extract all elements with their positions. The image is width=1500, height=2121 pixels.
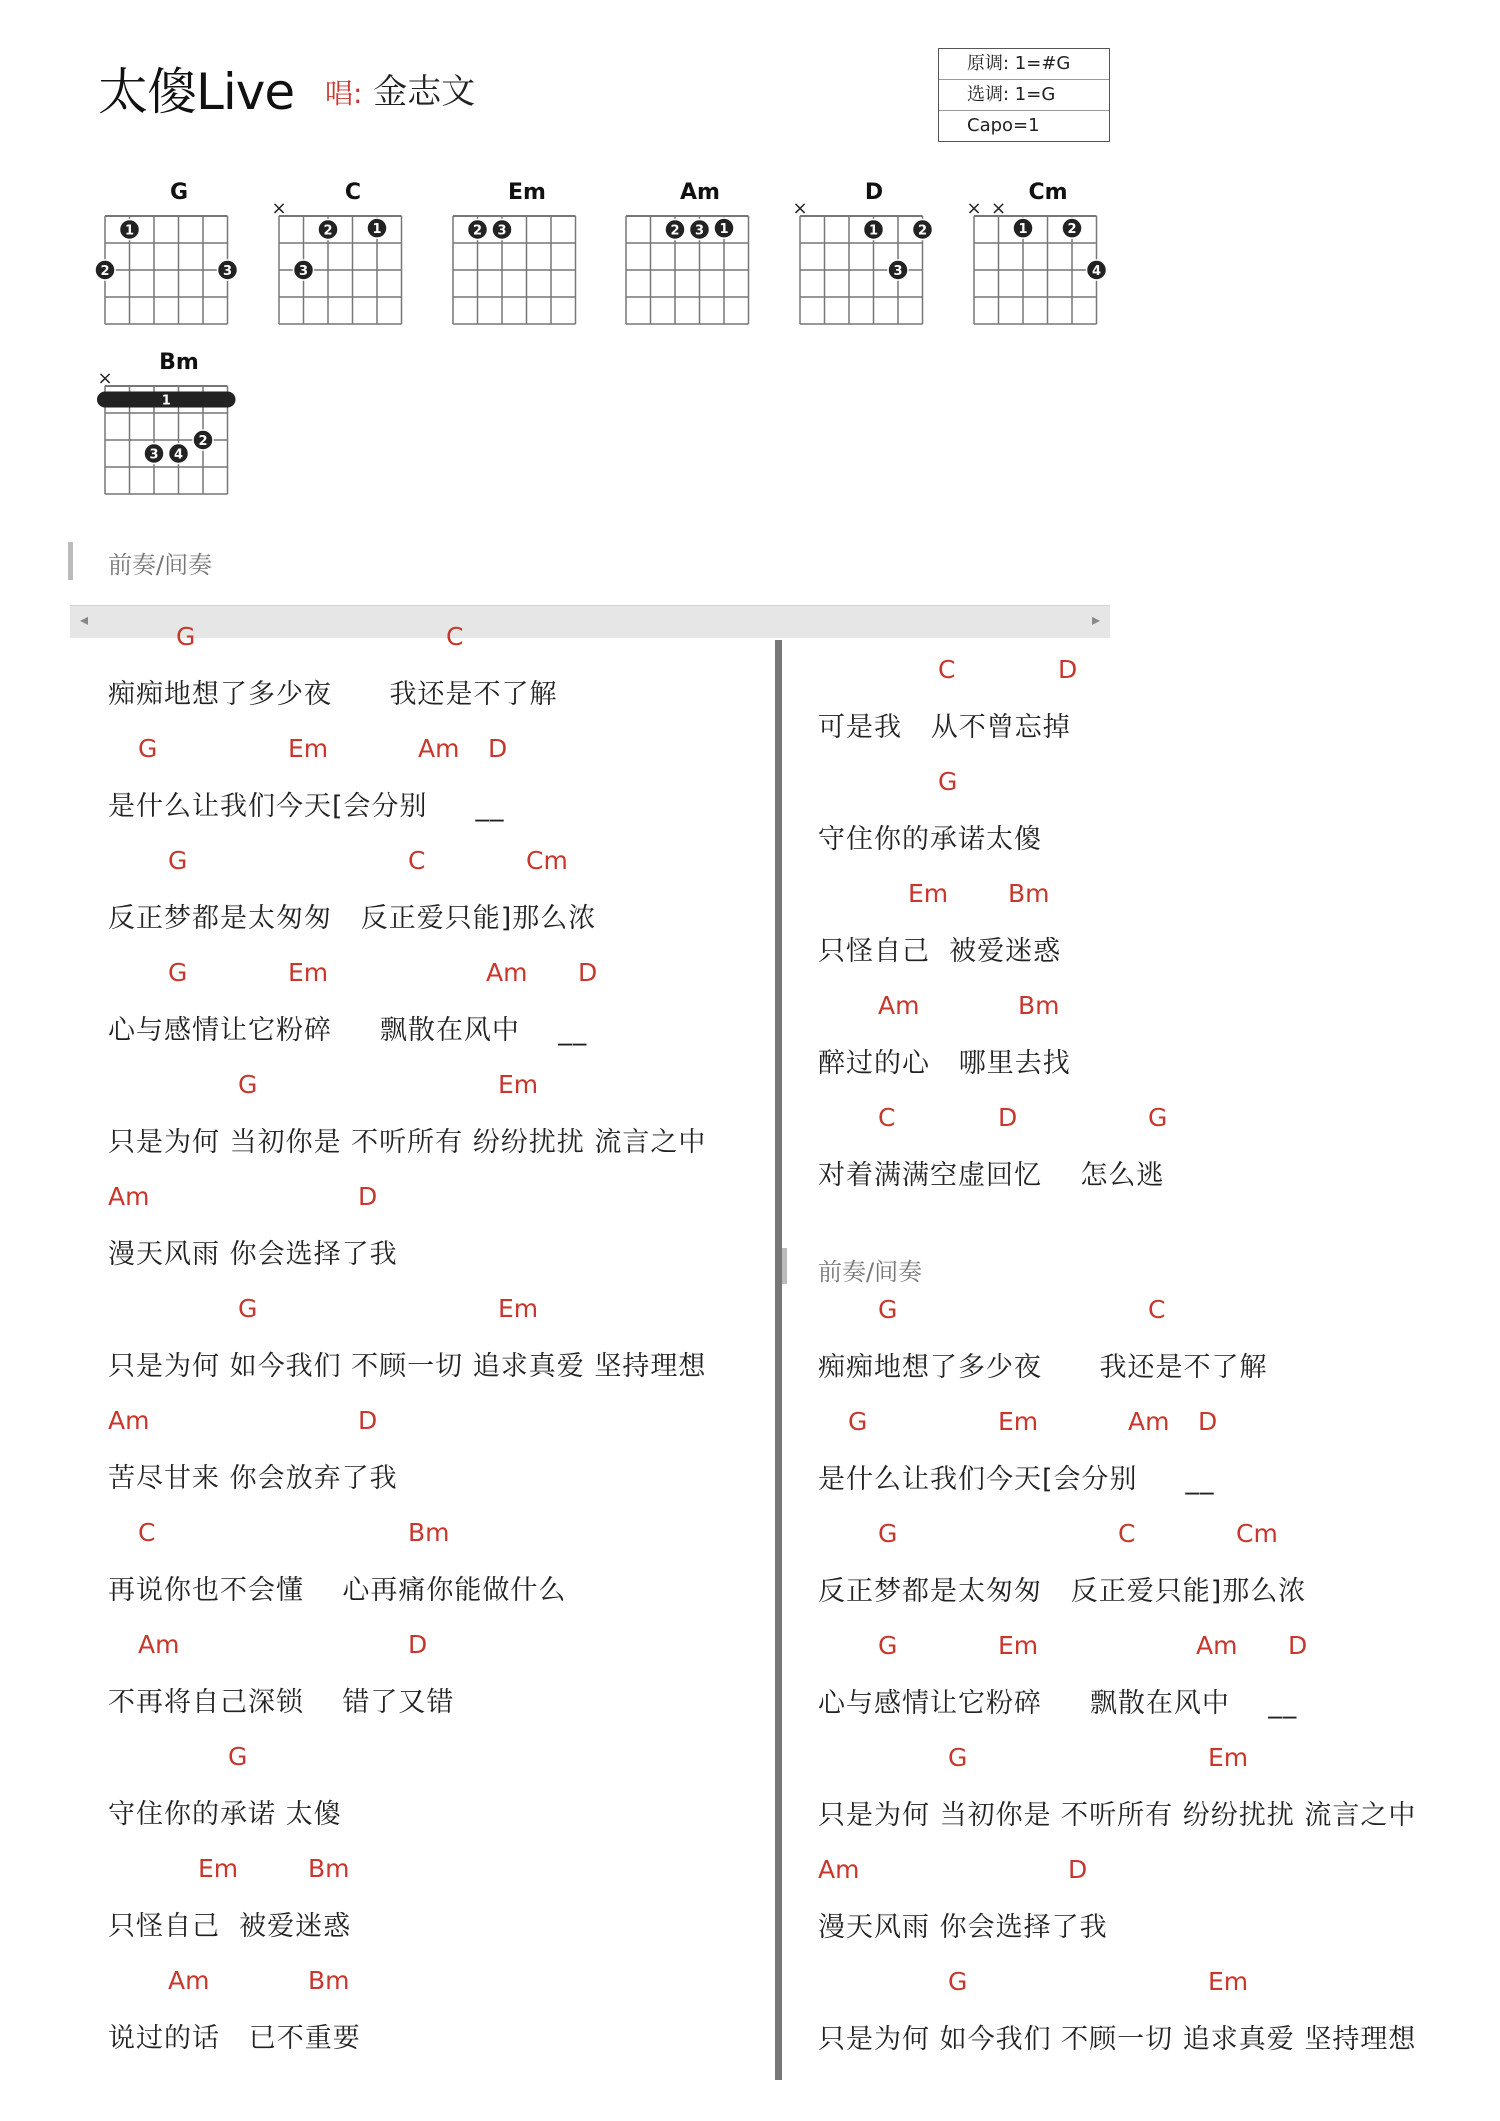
chord-name: D [864,180,884,205]
finger-number: 2 [472,223,483,239]
chord-row [818,1407,1500,1447]
chord-row [818,1743,1500,1783]
chord-row [818,879,1500,919]
chord-symbol: G [878,1295,898,1324]
chord-row [108,1070,808,1110]
mute-mark: × [271,202,287,219]
chord-row [108,734,808,774]
chord-symbol: Cm [1236,1519,1278,1548]
chord-symbol: G [878,1519,898,1548]
finger-number: 2 [670,223,680,239]
chord-diagram-d [780,180,955,360]
chord-symbol: G [238,1294,258,1323]
lyric-text: 反正梦都是太匆匆 反正爱只能]那么浓 [108,903,597,934]
section-intro-label-2: 前奏/间奏 [818,1258,923,1286]
chord-symbol: Em [498,1070,539,1099]
lyric-line [818,1743,1500,1855]
chord-row [818,1855,1500,1895]
lyric-line [818,1519,1500,1631]
chord-symbol: Am [108,1406,150,1435]
chord-symbol: Bm [308,1854,350,1883]
chord-symbol: Am [138,1630,180,1659]
lyric-line [108,1966,808,2078]
fretboard-grid [259,202,429,342]
lyric-line [818,767,1500,879]
lyric-line [108,1518,808,1630]
chord-symbol: G [938,767,958,796]
chord-diagram-c [259,180,434,360]
chord-symbol: D [358,1182,378,1211]
section-marker [68,542,73,580]
chord-symbol: Em [1208,1967,1249,1996]
fretboard-grid [954,202,1124,342]
finger-number: 1 [868,223,879,239]
lyric-text: 可是我 从不曾忘掉 [818,712,1071,743]
finger-number: 2 [323,223,333,239]
mute-mark: × [792,202,808,219]
lyric-text: 只是为何 如今我们 不顾一切 追求真爱 坚持理想 [818,2024,1417,2055]
chord-symbol: Em [198,1854,239,1883]
lyric-line [818,1967,1500,2079]
lyric-line [108,734,808,846]
finger-number: 2 [198,434,208,449]
key-info-box [938,48,1110,142]
finger-number: 1 [1018,222,1028,238]
chord-row [818,1631,1500,1671]
chord-symbol: Am [878,991,920,1020]
finger-number: 3 [298,264,309,279]
chord-name: Am [680,180,720,205]
chord-symbol: G [238,1070,258,1099]
chord-symbol: C [1118,1519,1136,1548]
chord-symbol: D [488,734,508,763]
chord-name: Cm [1028,180,1068,205]
chord-name: Em [508,180,546,205]
chord-symbol: D [1068,1855,1088,1884]
chord-symbol: G [176,622,196,651]
scroll-left-icon[interactable]: ◂ [80,610,89,629]
lyric-line [108,1070,808,1182]
lyric-text: 漫天风雨 你会选择了我 [108,1239,398,1270]
chord-symbol: Bm [408,1518,450,1547]
chord-name: G [169,180,189,205]
chord-symbol: Am [1196,1631,1238,1660]
chord-symbol: C [408,846,426,875]
finger-number: 4 [173,447,184,463]
section-marker-2 [782,1248,787,1284]
chord-symbol: C [938,655,956,684]
chord-symbol: Em [1208,1743,1249,1772]
chord-row [108,958,808,998]
chord-row [108,1854,808,1894]
lyric-line [108,1406,808,1518]
lyric-text: 苦尽甘来 你会放弃了我 [108,1463,398,1494]
fretboard-grid [433,202,603,342]
lyric-text: 只怪自己 被爱迷惑 [108,1911,352,1942]
finger-number: 3 [222,264,233,279]
lyric-text: 只是为何 如今我们 不顾一切 追求真爱 坚持理想 [108,1351,707,1382]
chord-symbol: D [408,1630,428,1659]
chord-symbol: D [358,1406,378,1435]
chord-diagram-bm [85,350,260,530]
chord-row [108,622,808,662]
lyric-text: 守住你的承诺 太傻 [108,1799,342,1830]
chord-symbol: Am [818,1855,860,1884]
chord-symbol: Em [908,879,949,908]
lyric-text: 漫天风雨 你会选择了我 [818,1912,1108,1943]
chord-symbol: Em [288,958,329,987]
finger-number: 3 [694,223,705,239]
lyric-line [818,1103,1500,1215]
chord-symbol: Am [168,1966,210,1995]
chord-row [818,1519,1500,1559]
chord-symbol: D [1058,655,1078,684]
finger-number: 4 [1091,264,1102,279]
chord-row [818,1103,1500,1143]
lyric-text: 是什么让我们今天[会分别 __ [818,1464,1215,1495]
chord-symbol: D [1288,1631,1308,1660]
lyric-line [108,1742,808,1854]
lyric-text: 对着满满空虚回忆 怎么逃 [818,1160,1165,1191]
chord-row [818,991,1500,1031]
lyric-text: 反正梦都是太匆匆 反正爱只能]那么浓 [818,1576,1307,1607]
singer [325,64,475,113]
lyric-text: 醉过的心 哪里去找 [818,1048,1071,1079]
lyric-text: 心与感情让它粉碎 飘散在风中 __ [108,1015,588,1046]
lyric-text: 守住你的承诺太傻 [818,824,1042,855]
singer-name: 金志文 [373,72,476,112]
chord-symbol: Em [498,1294,539,1323]
chord-symbol: G [168,846,188,875]
chord-symbol: G [848,1407,868,1436]
singer-label: 唱: [325,77,363,110]
lyric-text: 说过的话 已不重要 [108,2023,361,2054]
lyric-text: 心与感情让它粉碎 飘散在风中 __ [818,1688,1298,1719]
chord-row [818,1967,1500,2007]
chord-symbol: Bm [1008,879,1050,908]
chord-symbol: D [998,1103,1018,1132]
chord-name: C [344,180,362,205]
lyric-text: 再说你也不会懂 心再痛你能做什么 [108,1575,567,1606]
chord-symbol: Am [418,734,460,763]
chord-row [108,846,808,886]
chord-symbol: Am [486,958,528,987]
lyric-text: 只怪自己 被爱迷惑 [818,936,1062,967]
chord-row [818,655,1500,695]
lyric-text: 只是为何 当初你是 不听所有 纷纷扰扰 流言之中 [818,1800,1417,1831]
chord-row [818,767,1500,807]
lyric-line [818,991,1500,1103]
chord-symbol: C [446,622,464,651]
chord-symbol: C [1148,1295,1166,1324]
original-key: 原调: 1=#G [939,49,1109,80]
fretboard-grid [780,202,950,342]
lyric-text: 是什么让我们今天[会分别 __ [108,791,505,822]
lyric-line [818,879,1500,991]
lyric-line [108,1294,808,1406]
mute-mark: × [966,202,982,219]
chord-symbol: G [878,1631,898,1660]
lyric-text: 痴痴地想了多少夜 我还是不了解 [108,679,558,710]
chord-row [108,1518,808,1558]
lyric-line [108,1182,808,1294]
chord-symbol: Em [998,1631,1039,1660]
chord-row [818,1295,1500,1335]
finger-number: 1 [372,222,382,238]
chord-symbol: Em [998,1407,1039,1436]
section-intro-label: 前奏/间奏 [108,551,213,579]
chord-diagram-em [433,180,608,360]
chord-symbol: G [1148,1103,1168,1132]
lyric-line [108,1854,808,1966]
chord-symbol: G [168,958,188,987]
lyric-line [818,655,1500,767]
chord-row [108,1966,808,2006]
chord-symbol: Am [1128,1407,1170,1436]
chord-symbol: G [948,1967,968,1996]
chord-diagram-am [606,180,781,360]
chord-diagram-g [85,180,260,360]
chord-symbol: Em [288,734,329,763]
scroll-right-icon[interactable]: ▸ [1091,610,1100,629]
chord-symbol: Bm [1018,991,1060,1020]
lyric-line [108,846,808,958]
chord-row [108,1182,808,1222]
finger-number: 2 [917,223,928,239]
song-title: 太傻Live [98,63,295,121]
lyric-line [818,1407,1500,1519]
chord-symbol: Cm [526,846,568,875]
capo: Capo=1 [967,115,1040,136]
lyric-line [108,958,808,1070]
chord-row [108,1630,808,1670]
mute-mark: × [97,372,113,389]
finger-number: 2 [100,264,110,279]
lyric-line [818,1295,1500,1407]
selected-key: 选调: 1=G [939,80,1109,111]
lyric-text: 只是为何 当初你是 不听所有 纷纷扰扰 流言之中 [108,1127,707,1158]
lyric-line [108,1630,808,1742]
chord-symbol: Am [108,1182,150,1211]
lyric-text: 不再将自己深锁 错了又错 [108,1687,455,1718]
finger-number: 1 [719,222,729,238]
fretboard-grid [606,202,776,342]
chord-symbol: C [878,1103,896,1132]
finger-number: 2 [1067,222,1077,238]
finger-number: 3 [149,447,159,463]
lyric-line [108,622,808,734]
chord-row [108,1294,808,1334]
chord-symbol: D [578,958,598,987]
mute-mark: × [990,202,1007,219]
finger-number: 1 [124,223,135,239]
lyric-line [818,1631,1500,1743]
chord-symbol: D [1198,1407,1218,1436]
chord-row [108,1406,808,1446]
fretboard-grid [85,372,255,512]
chord-symbol: C [138,1518,156,1547]
finger-number: 3 [893,264,903,279]
chord-symbol: G [138,734,158,763]
fretboard-grid [85,202,255,342]
lyric-line [818,1855,1500,1967]
chord-symbol: G [948,1743,968,1772]
finger-number: 1 [161,393,171,409]
chord-row [108,1742,808,1782]
chord-name: Bm [159,350,199,375]
chord-symbol: Bm [308,1966,350,1995]
chord-symbol: G [228,1742,248,1771]
lyric-text: 痴痴地想了多少夜 我还是不了解 [818,1352,1268,1383]
finger-number: 3 [497,223,507,239]
chord-diagram-cm [954,180,1129,360]
